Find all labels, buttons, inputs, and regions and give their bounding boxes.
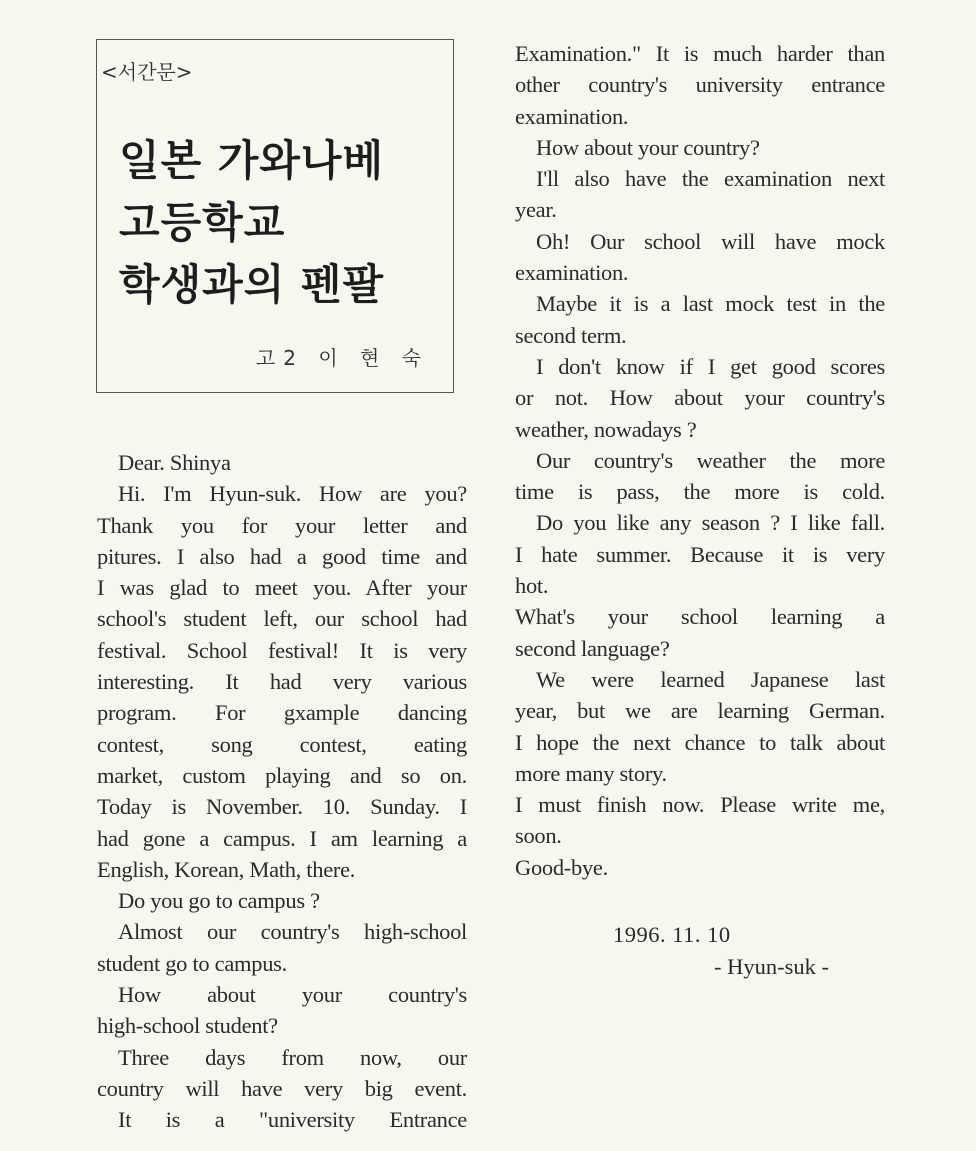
text-line: Our country's weather the more bbox=[536, 447, 885, 473]
text-line: I was glad to meet you. After your bbox=[97, 575, 467, 601]
text-line: I don't know if I get good scores bbox=[536, 353, 885, 379]
text-line: festival. School festival! It is very bbox=[97, 637, 467, 663]
author-byline: 고2 이 현 숙 bbox=[255, 346, 429, 370]
text-line: Almost our country's high-school bbox=[118, 919, 467, 945]
text-line: I'll also have the examination next bbox=[536, 166, 885, 192]
letter-signature: - Hyun-suk - bbox=[714, 954, 829, 979]
text-line: It is a "university Entrance bbox=[118, 1107, 467, 1133]
genre-label: <서간문> bbox=[101, 60, 193, 84]
text-line: Examination." It is much harder than bbox=[515, 41, 885, 66]
title-line-3: 학생과의 펜팔 bbox=[119, 260, 385, 309]
text-line: Hi. I'm Hyun-suk. How are you? bbox=[118, 481, 467, 507]
text-line: I must finish now. Please write me, bbox=[515, 792, 885, 818]
text-line: Good-bye. bbox=[515, 854, 608, 880]
text-line: program. For gxample dancing bbox=[97, 700, 467, 726]
text-line: Thank you for your letter and bbox=[97, 512, 467, 538]
title-box bbox=[96, 39, 454, 393]
text-line: Today is November. 10. Sunday. I bbox=[97, 794, 467, 820]
text-line: had gone a campus. I am learning a bbox=[97, 825, 467, 851]
text-line: pitures. I also had a good time and bbox=[97, 543, 467, 569]
text-line: Oh! Our school will have mock bbox=[536, 228, 885, 254]
text-line: What's your school learning a bbox=[515, 604, 885, 630]
text-line: interesting. It had very various bbox=[97, 669, 467, 695]
text-line: more many story. bbox=[515, 760, 667, 786]
text-line: time is pass, the more is cold. bbox=[515, 479, 885, 505]
text-line: How about your country? bbox=[536, 134, 760, 160]
text-line: year. bbox=[515, 197, 557, 223]
text-line: school's student left, our school had bbox=[97, 606, 467, 632]
text-line: Maybe it is a last mock test in the bbox=[536, 291, 885, 317]
letter-date: 1996. 11. 10 bbox=[613, 922, 731, 947]
text-line: market, custom playing and so on. bbox=[97, 762, 467, 788]
text-line: year, but we are learning German. bbox=[515, 698, 885, 724]
text-line: How about your country's bbox=[118, 982, 467, 1008]
letter-right-column bbox=[515, 38, 885, 883]
text-line: English, Korean, Math, there. bbox=[97, 856, 356, 882]
title-line-1: 일본 가와나베 bbox=[119, 136, 385, 185]
text-line: I hate summer. Because it is very bbox=[515, 541, 885, 567]
text-line: second language? bbox=[515, 635, 670, 661]
text-line: contest, song contest, eating bbox=[97, 731, 467, 757]
text-line: We were learned Japanese last bbox=[536, 666, 885, 692]
text-line: high-school student? bbox=[97, 1013, 278, 1039]
text-line: student go to campus. bbox=[97, 950, 287, 976]
title-line-2: 고등학교 bbox=[119, 198, 286, 247]
letter-left-column bbox=[97, 447, 467, 1136]
text-line: country will have very big event. bbox=[97, 1075, 467, 1101]
text-line: Dear. Shinya bbox=[118, 450, 231, 475]
text-line: second term. bbox=[515, 322, 627, 348]
text-line: Do you like any season ? I like fall. bbox=[536, 510, 885, 536]
text-line: I hope the next chance to talk about bbox=[515, 729, 885, 755]
text-line: examination. bbox=[515, 103, 629, 129]
text-line: hot. bbox=[515, 573, 549, 599]
text-line: other country's university entrance bbox=[515, 72, 885, 98]
text-line: weather, nowadays ? bbox=[515, 416, 697, 442]
text-line: or not. How about your country's bbox=[515, 385, 885, 411]
text-line: Do you go to campus ? bbox=[118, 888, 320, 914]
text-line: Three days from now, our bbox=[118, 1044, 467, 1070]
text-line: examination. bbox=[515, 260, 629, 286]
text-line: soon. bbox=[515, 823, 562, 849]
